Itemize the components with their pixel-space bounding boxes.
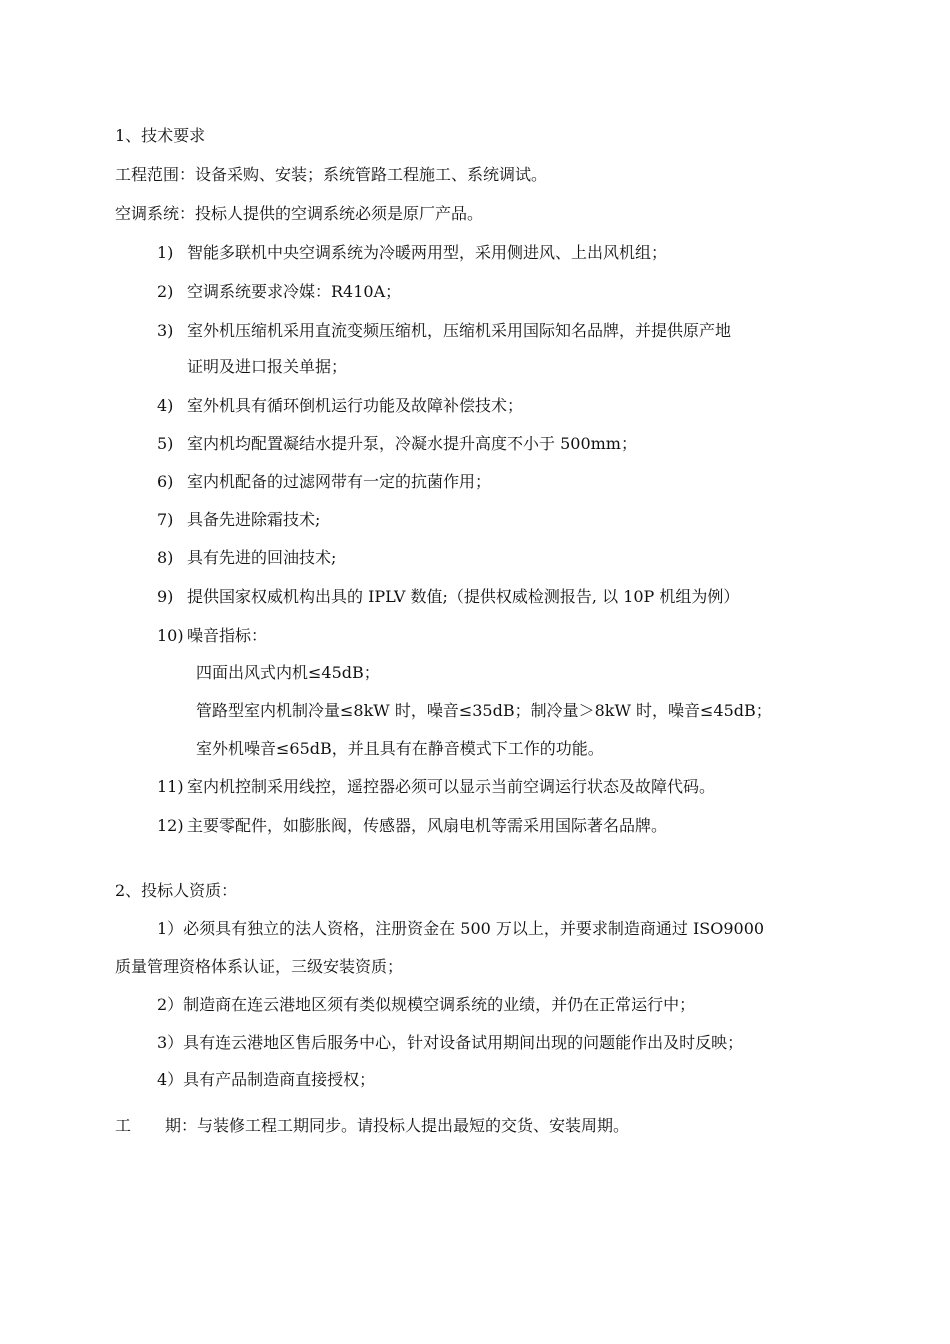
- item-text: 室外机压缩机采用直流变频压缩机，压缩机采用国际知名品牌，并提供原产地: [187, 321, 732, 340]
- list-item: [157, 434, 637, 454]
- item-text: 提供国家权威机构出具的 IPLV 数值;（提供权威检测报告, 以 10P 机组为例）: [187, 587, 740, 606]
- qualification-1: 1）必须具有独立的法人资格，注册资金在 500 万以上，并要求制造商通过 ISO9000: [157, 919, 765, 938]
- item-text: 室内机均配置凝结水提升泵，冷凝水提升高度不小于 500mm；: [187, 434, 637, 453]
- item-number: 2): [157, 282, 174, 301]
- item-text: 室内机控制采用线控，遥控器必须可以显示当前空调运行状态及故障代码。: [187, 777, 716, 796]
- item-number: 11): [157, 777, 184, 796]
- qualification-1-continuation: 质量管理资格体系认证，三级安装资质；: [115, 957, 404, 976]
- section2-heading: 2、投标人资质：: [115, 881, 238, 900]
- item-text: 室外机具有循环倒机运行功能及故障补偿技术；: [187, 396, 524, 415]
- item-text: 主要零配件，如膨胀阀，传感器，风扇电机等需采用国际著名品牌。: [187, 816, 668, 835]
- list-item: [157, 510, 320, 530]
- item-text: 具有先进的回油技术;: [187, 548, 337, 567]
- period-label-a: 工: [115, 1116, 132, 1135]
- scope-text: 工程范围：设备采购、安装；系统管路工程施工、系统调试。: [115, 165, 548, 184]
- item-number: 12): [157, 816, 184, 835]
- ac-system-text: 空调系统：投标人提供的空调系统必须是原厂产品。: [115, 204, 484, 223]
- item-number: 7): [157, 510, 174, 529]
- period-label-b: 期：: [165, 1116, 198, 1135]
- item-text: 空调系统要求冷媒：R410A；: [187, 282, 402, 301]
- section1-heading: 1、技术要求: [115, 126, 206, 145]
- item-text: 具备先进除霜技术;: [187, 510, 321, 529]
- noise-line: 室外机噪音≤65dB，并且具有在静音模式下工作的功能。: [196, 739, 604, 758]
- qualification-3: 3）具有连云港地区售后服务中心，针对设备试用期间出现的问题能作出及时反映；: [157, 1033, 744, 1052]
- item-number: 5): [157, 434, 174, 453]
- item-text: 室内机配备的过滤网带有一定的抗菌作用；: [187, 472, 492, 491]
- item-number: 4): [157, 396, 174, 415]
- item-text: 智能多联机中央空调系统为冷暖两用型，采用侧进风、上出风机组；: [187, 243, 668, 262]
- list-item: [157, 321, 731, 341]
- period-line: [115, 1116, 629, 1136]
- list-item: [157, 626, 267, 646]
- qualification-4: 4）具有产品制造商直接授权；: [157, 1070, 376, 1089]
- noise-line: 四面出风式内机≤45dB；: [196, 663, 380, 682]
- item-continuation: 证明及进口报关单据；: [187, 357, 348, 376]
- list-item: [157, 777, 715, 797]
- item-number: 6): [157, 472, 174, 491]
- list-item: [157, 282, 401, 302]
- list-item: [157, 816, 667, 836]
- list-item: [157, 548, 336, 568]
- noise-line: 管路型室内机制冷量≤8kW 时，噪音≤35dB；制冷量＞8kW 时，噪音≤45dB；: [196, 701, 772, 720]
- period-text: 与装修工程工期同步。请投标人提出最短的交货、安装周期。: [197, 1116, 630, 1135]
- item-number: 9): [157, 587, 174, 606]
- item-number: 8): [157, 548, 174, 567]
- list-item: [157, 587, 739, 607]
- item-text: 噪音指标：: [187, 626, 268, 645]
- item-number: 1): [157, 243, 174, 262]
- list-item: [157, 472, 491, 492]
- qualification-2: 2）制造商在连云港地区须有类似规模空调系统的业绩，并仍在正常运行中；: [157, 995, 696, 1014]
- list-item: [157, 243, 667, 263]
- item-number: 3): [157, 321, 174, 340]
- item-number: 10): [157, 626, 184, 645]
- list-item: [157, 396, 523, 416]
